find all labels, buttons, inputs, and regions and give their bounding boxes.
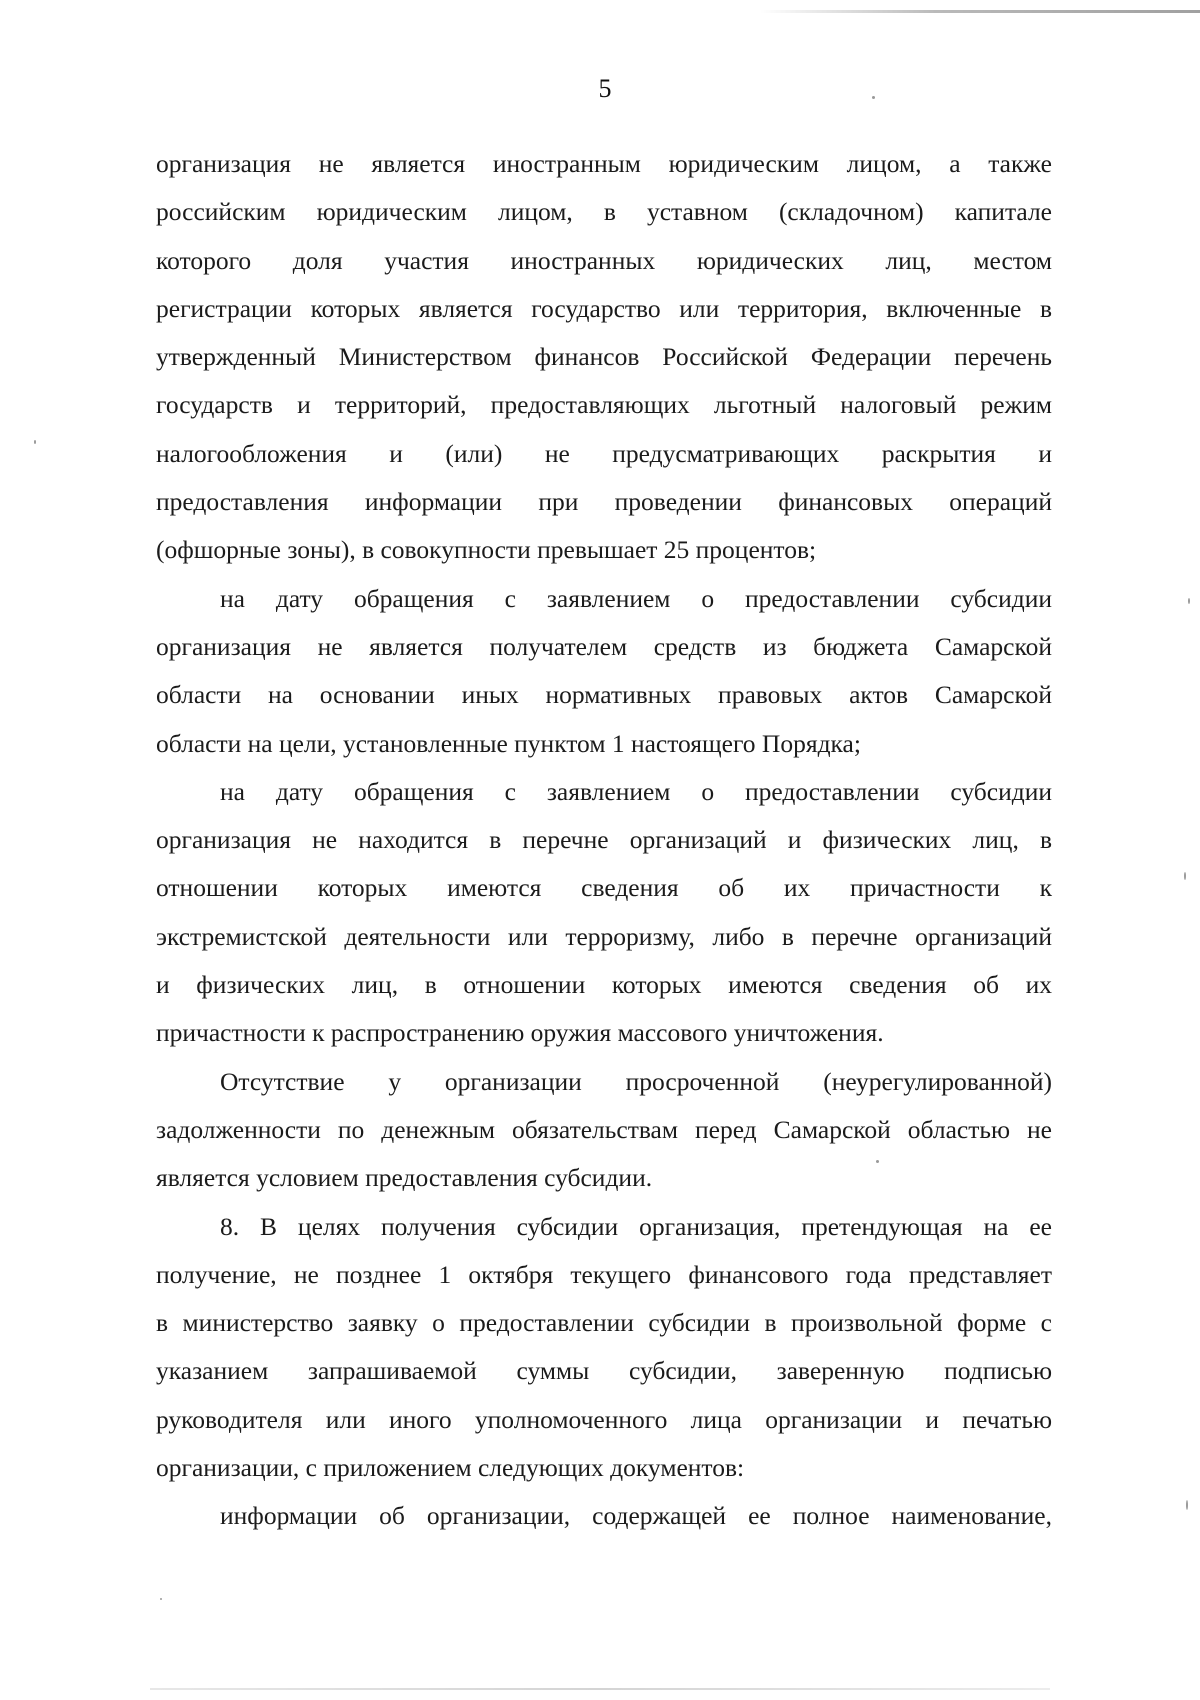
text-line: и физических лиц, в отношении которых имеются сведения об их xyxy=(156,970,1052,1000)
text-line: указанием запрашиваемой суммы субсидии, заверенную подписью xyxy=(156,1356,1052,1386)
text-line: области на основании иных нормативных правовых актов Самарской xyxy=(156,680,1052,710)
text-line: получение, не позднее 1 октября текущего финансового года представляет xyxy=(156,1259,1052,1289)
text-line: российским юридическим лицом, в уставном (складочном) капитале xyxy=(156,197,1052,227)
text-line: задолженности по денежным обязательствам перед Самарской областью не xyxy=(156,1114,1052,1144)
scan-speck xyxy=(876,1160,879,1163)
text-line: причастности к распространению оружия массового уничтожения. xyxy=(156,1018,884,1048)
text-line: отношении которых имеются сведения об их причастности к xyxy=(156,873,1052,903)
text-line: регистрации которых является государство или территория, включенные в xyxy=(156,293,1052,323)
text-line: государств и территорий, предоставляющих льготный налоговый режим xyxy=(156,390,1052,420)
text-line: является условием предоставления субсидии. xyxy=(156,1163,653,1193)
scan-speck xyxy=(34,440,36,444)
document-body xyxy=(156,140,1052,1541)
text-line: (офшорные зоны), в совокупности превышает 25 процентов; xyxy=(156,535,817,565)
text-line: на дату обращения с заявлением о предоставлении субсидии xyxy=(220,583,1052,613)
scan-edge-bottom xyxy=(150,1688,1050,1690)
text-line: Отсутствие у организации просроченной (неурегулированной) xyxy=(220,1066,1052,1096)
scan-speck xyxy=(1184,872,1186,880)
text-line: которого доля участия иностранных юридических лиц, местом xyxy=(156,245,1052,275)
scan-speck xyxy=(160,1598,162,1600)
scan-speck xyxy=(872,96,875,99)
text-line: организация не является получателем средств из бюджета Самарской xyxy=(156,631,1052,661)
text-line: 8. В целях получения субсидии организация, претендующая на ее xyxy=(220,1211,1052,1241)
text-line: утвержденный Министерством финансов Российской Федерации перечень xyxy=(156,342,1052,372)
text-line: предоставления информации при проведении финансовых операций xyxy=(156,487,1052,517)
text-line: организация не является иностранным юридическим лицом, а также xyxy=(156,149,1052,178)
text-line: на дату обращения с заявлением о предоставлении субсидии xyxy=(220,776,1052,806)
text-line: информации об организации, содержащей ее полное наименование, xyxy=(220,1501,1052,1531)
scan-speck xyxy=(1186,1500,1188,1510)
text-line: организация не находится в перечне организаций и физических лиц, в xyxy=(156,825,1052,855)
text-line: организации, с приложением следующих документов: xyxy=(156,1453,745,1483)
scan-edge-top xyxy=(760,10,1200,13)
scan-speck xyxy=(1188,598,1190,604)
text-line: области на цели, установленные пунктом 1 настоящего Порядка; xyxy=(156,728,861,758)
text-line: экстремистской деятельности или терроризму, либо в перечне организаций xyxy=(156,921,1052,951)
text-line: налогообложения и (или) не предусматривающих раскрытия и xyxy=(156,438,1052,468)
text-line: в министерство заявку о предоставлении субсидии в произвольной форме с xyxy=(156,1308,1052,1338)
text-line: руководителя или иного уполномоченного лица организации и печатью xyxy=(156,1404,1052,1434)
page-number: 5 xyxy=(598,74,612,103)
